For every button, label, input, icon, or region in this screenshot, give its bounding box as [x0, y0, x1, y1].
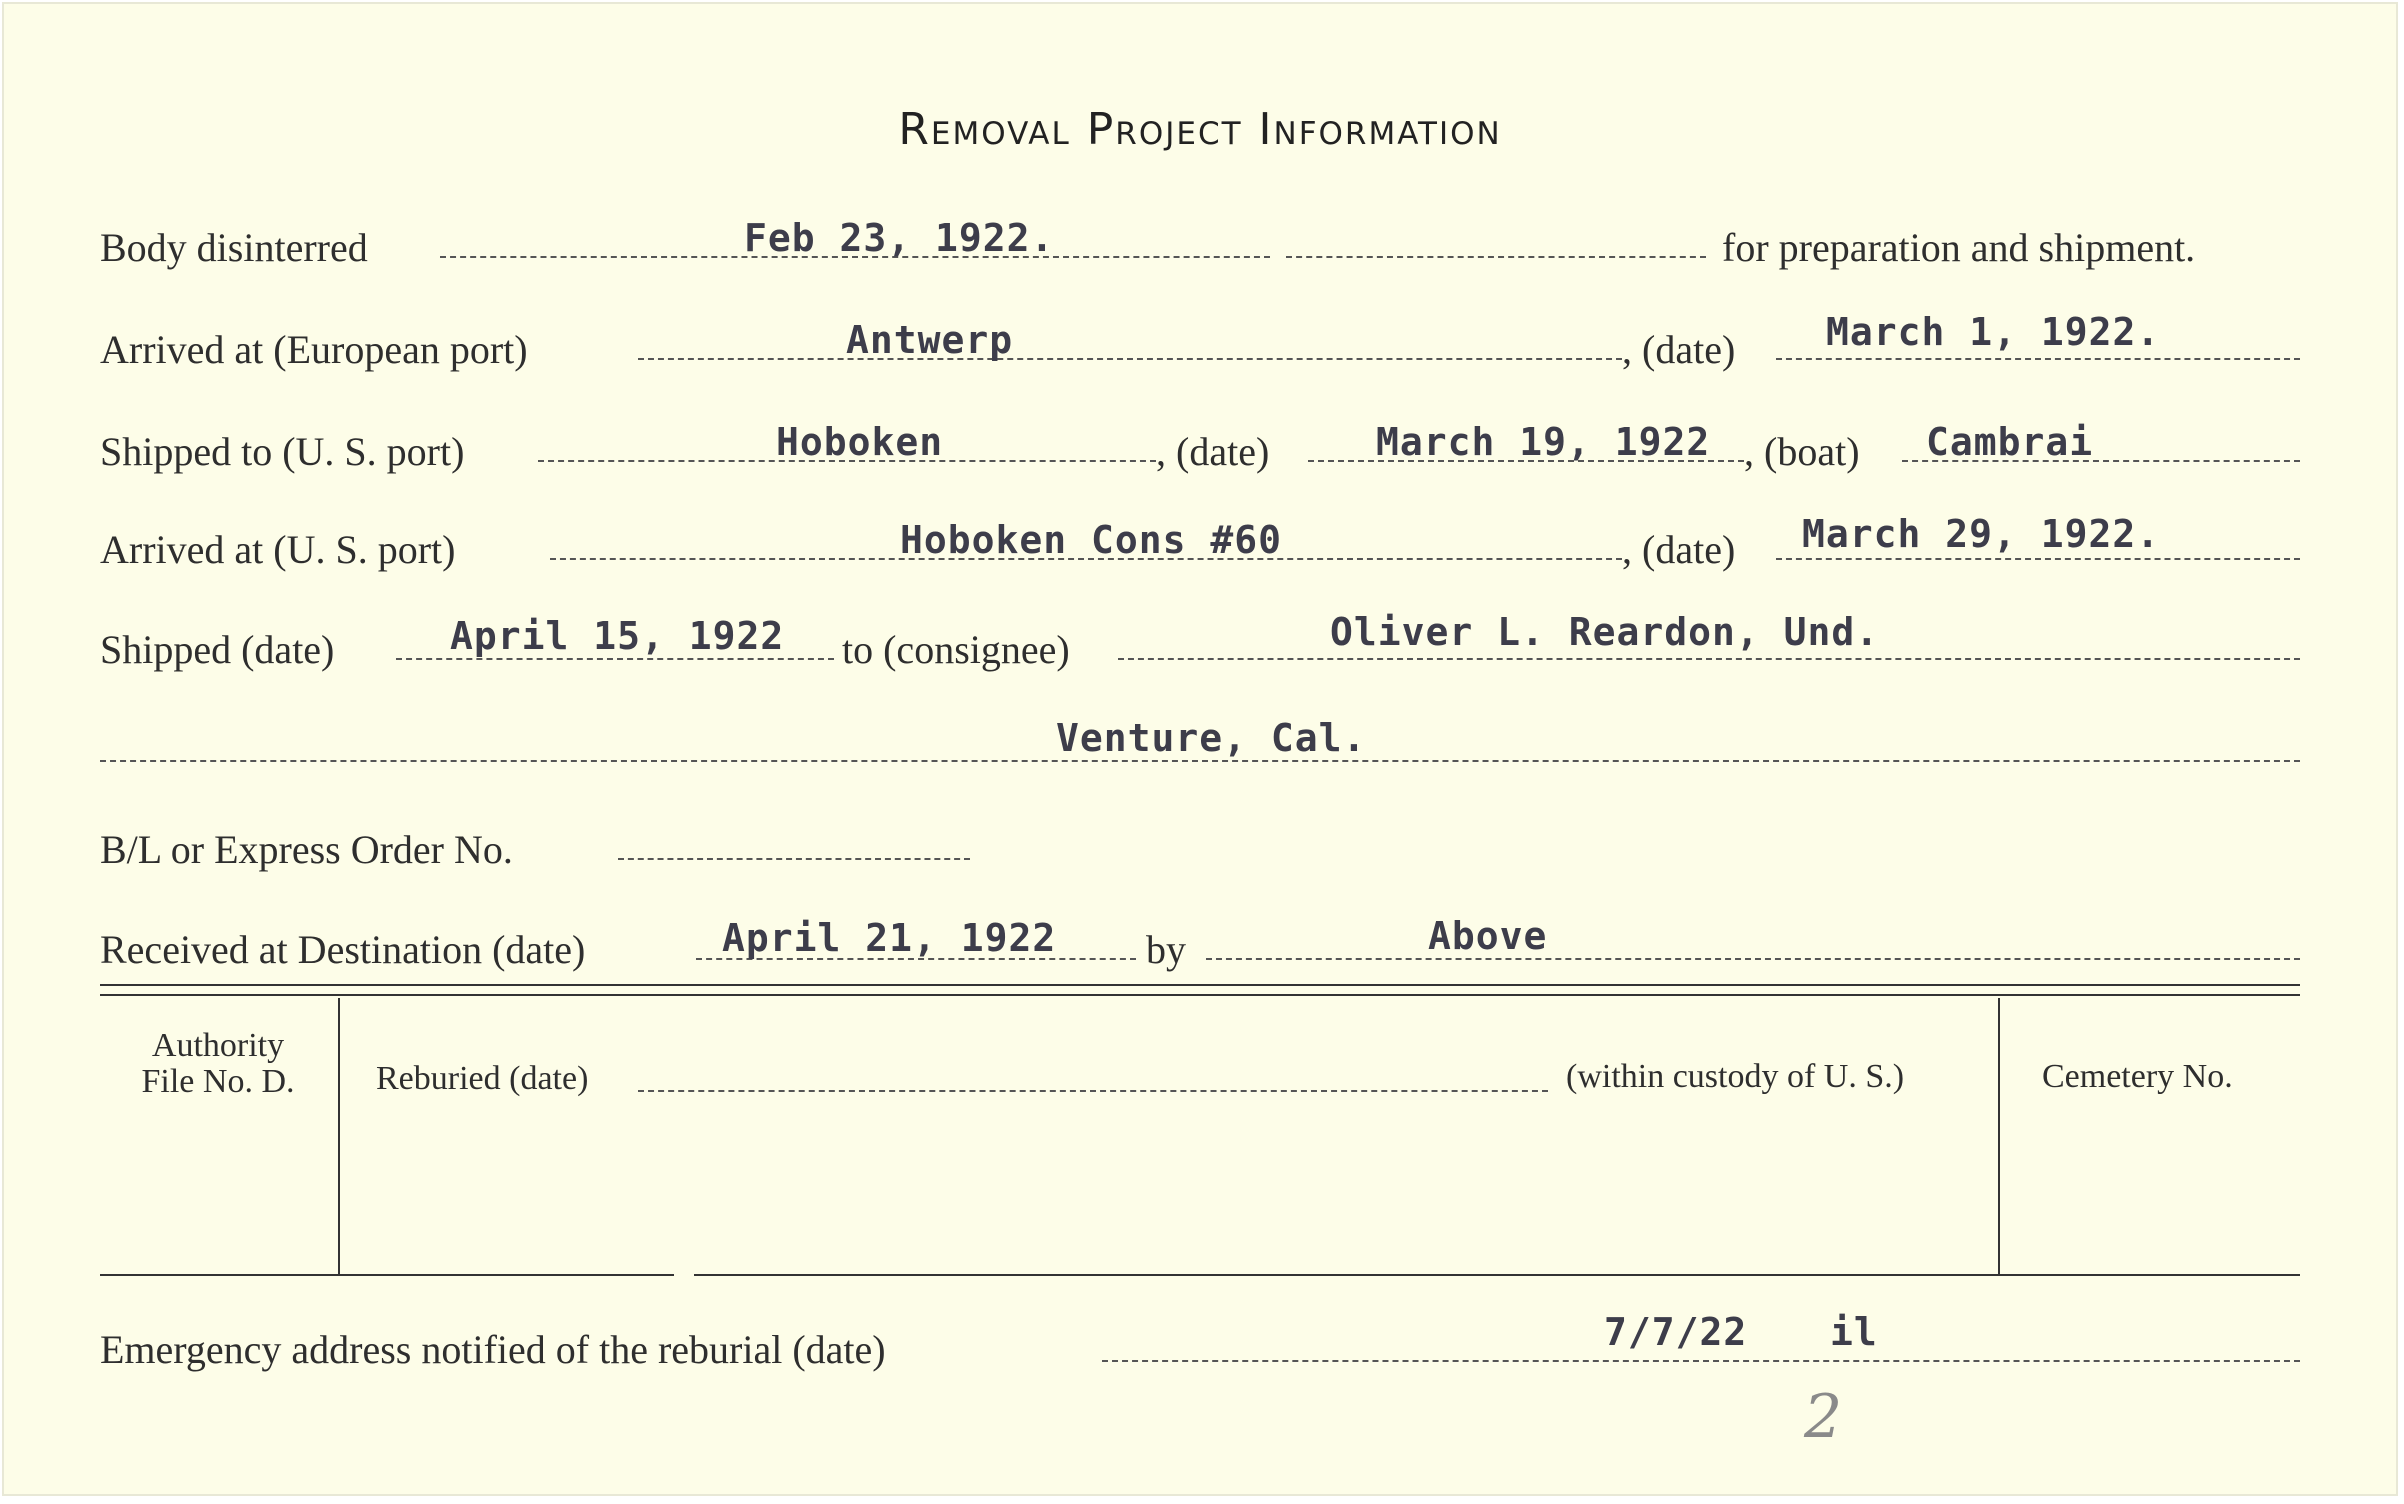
boat-label: , (boat)	[1744, 429, 1860, 474]
us-port-shipped-date-label: , (date)	[1156, 429, 1270, 474]
form-title: Removal Project Information	[898, 104, 1502, 155]
received-by-line	[1206, 958, 2300, 960]
pencil-mark: 2	[1804, 1382, 1843, 1452]
table-divider-left	[338, 998, 340, 1274]
consignee-address: Venture, Cal.	[1056, 716, 1367, 760]
emergency-initials: il	[1830, 1310, 1878, 1354]
consignee-value: Oliver L. Reardon, Und.	[1330, 610, 1880, 654]
us-port-arrived-value: Hoboken Cons #60	[900, 518, 1283, 562]
received-date-value: April 21, 1922	[722, 916, 1057, 960]
received-label: Received at Destination (date)	[100, 927, 586, 972]
us-port-arrived-date-value: March 29, 1922.	[1802, 512, 2161, 556]
table-bottom-rule-3	[1998, 1274, 2300, 1276]
double-rule-bottom	[100, 994, 2300, 996]
cemetery-label: Cemetery No.	[2042, 1058, 2233, 1095]
bl-label: B/L or Express Order No.	[100, 827, 513, 872]
us-port-shipped-label: Shipped to (U. S. port)	[100, 429, 465, 474]
authority-header	[100, 1028, 336, 1100]
consignee-line	[1118, 658, 2300, 660]
reburied-label: Reburied (date)	[376, 1060, 589, 1097]
european-port-value: Antwerp	[846, 318, 1014, 362]
custody-label: (within custody of U. S.)	[1566, 1058, 1905, 1095]
authority-line-2: File No. D.	[141, 1063, 295, 1100]
disinterred-line-2	[1286, 256, 1706, 258]
european-port-line	[638, 358, 1622, 360]
us-port-shipped-date-value: March 19, 1922	[1376, 420, 1711, 464]
table-bottom-rule-1	[100, 1274, 674, 1276]
european-port-label: Arrived at (European port)	[100, 327, 528, 372]
table-divider-right	[1998, 998, 2000, 1274]
double-rule-top	[100, 984, 2300, 986]
received-by-value: Above	[1428, 914, 1548, 958]
us-port-arrived-date-label: , (date)	[1622, 527, 1736, 572]
consignee-label: to (consignee)	[842, 627, 1070, 672]
emergency-line	[1102, 1360, 2300, 1362]
us-port-arrived-date-line	[1776, 558, 2300, 560]
emergency-date-value: 7/7/22	[1604, 1310, 1748, 1354]
bl-line	[618, 858, 970, 860]
table-bottom-rule-2	[694, 1274, 2164, 1276]
shipped-date-value: April 15, 1922	[450, 614, 785, 658]
boat-value: Cambrai	[1926, 420, 2094, 464]
reburied-line	[638, 1090, 1548, 1092]
us-port-arrived-label: Arrived at (U. S. port)	[100, 527, 456, 572]
emergency-label: Emergency address notified of the reburial (date)	[100, 1327, 886, 1372]
shipped-date-label: Shipped (date)	[100, 627, 335, 672]
european-port-date-line	[1776, 358, 2300, 360]
european-port-date-label: , (date)	[1622, 327, 1736, 372]
disinterred-value: Feb 23, 1922.	[744, 216, 1055, 260]
authority-line-1: Authority	[151, 1027, 285, 1064]
received-by-label: by	[1146, 927, 1186, 972]
shipped-date-line	[396, 658, 834, 660]
us-port-shipped-value: Hoboken	[776, 420, 944, 464]
disinterred-label: Body disinterred	[100, 225, 368, 270]
disinterred-suffix: for preparation and shipment.	[1722, 225, 2196, 270]
consignee-line-2	[100, 760, 2300, 762]
european-port-date-value: March 1, 1922.	[1826, 310, 2161, 354]
removal-project-card	[2, 2, 2398, 1496]
